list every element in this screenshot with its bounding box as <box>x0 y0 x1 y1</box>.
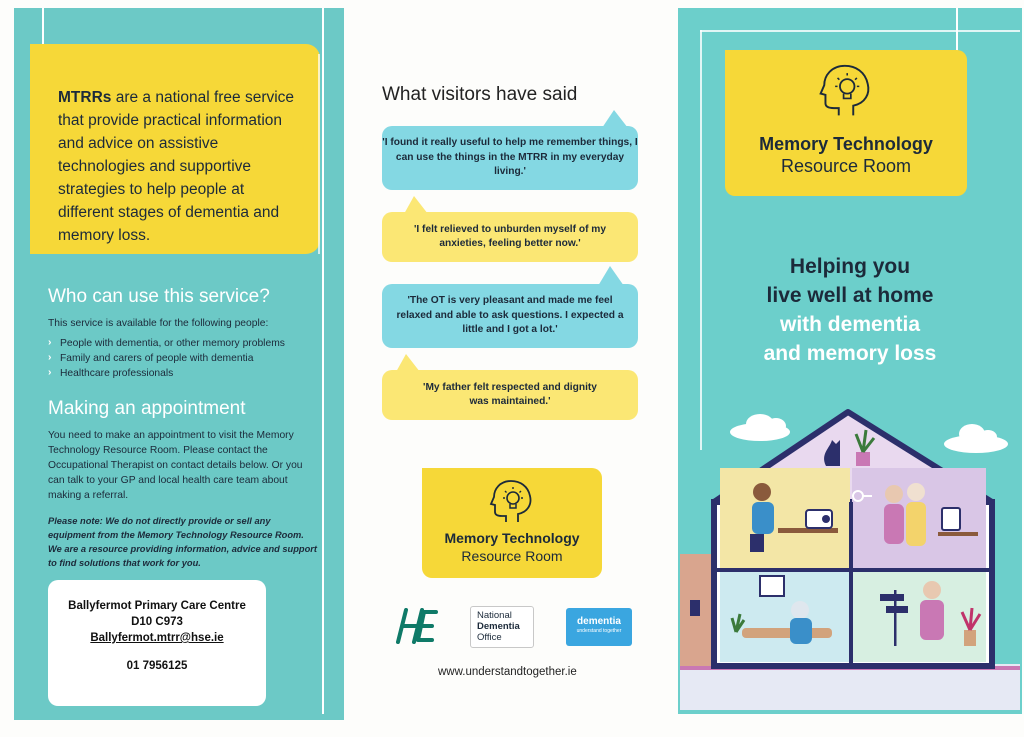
contact-email[interactable]: Ballyfermot.mtrr@hse.ie <box>90 632 224 644</box>
contact-card <box>48 580 266 706</box>
head-lightbulb-icon <box>817 62 875 118</box>
visitors-title: What visitors have said <box>382 84 578 105</box>
bubble-tail <box>602 110 628 128</box>
fold-line <box>700 30 702 450</box>
cover-logo-title: Memory Technology <box>759 134 933 154</box>
bubble-tail <box>404 196 428 214</box>
appointment-heading: Making an appointment <box>48 398 246 419</box>
national-dementia-office-logo <box>470 606 534 648</box>
box-edge <box>318 54 320 254</box>
who-heading: Who can use this service? <box>48 286 270 307</box>
cover-headline <box>700 252 1000 368</box>
bubble-tail <box>598 266 624 286</box>
mtrr-logo <box>422 468 602 578</box>
fold-line <box>700 30 1020 32</box>
headline-line: Helping you <box>789 255 911 278</box>
head-lightbulb-icon <box>488 478 536 524</box>
who-list <box>48 336 285 381</box>
contact-code: D10 C973 <box>131 616 183 628</box>
list-item: › People with dementia, or other memory problems <box>48 336 285 351</box>
who-text: This service is available for the following people: <box>48 318 269 329</box>
contact-phone: 01 7956125 <box>126 660 188 672</box>
quote-bubble: 'I found it really useful to help me remember things, I can use the things in the MTRR in my everyday living.' <box>382 126 638 190</box>
intro-text: MTRRs are a national free service that provide practical information and advice on assistive technologies and supportive strategies to help people at different stages of dementia and memory loss. <box>58 89 295 244</box>
cover-logo-subtitle: Resource Room <box>780 156 912 176</box>
list-item: › Family and carers of people with dementia <box>48 351 285 366</box>
quote-bubble: 'The OT is very pleasant and made me feel relaxed and able to ask questions. I expected a little and I got a lot.' <box>382 284 638 348</box>
contact-name: Ballyfermot Primary Care Centre <box>68 600 246 612</box>
ndo-line2: Dementia <box>477 621 520 632</box>
note-text: Please note: We do not directly provide or sell any equipment from the Memory Technology Resource Room. We are a resource providing information, advice and support to find solutions that work for you. <box>48 516 317 568</box>
headline-line: live well at home <box>766 284 934 307</box>
phone-icon <box>942 508 960 530</box>
list-item: › Healthcare professionals <box>48 366 285 381</box>
ndo-line3: Office <box>477 632 502 643</box>
headline-line: and memory loss <box>763 342 937 365</box>
logo-title: Memory Technology <box>444 530 580 546</box>
ut-sub: understand together <box>576 628 622 634</box>
appointment-text: You need to make an appointment to visit the Memory Technology Resource Room. Please contact the Occupational Therapist on contact details below. Or you can talk to your GP and local health care team about making a referral. <box>48 430 303 501</box>
understand-together-logo <box>566 608 632 646</box>
cover-logo <box>725 50 967 196</box>
fold-line <box>42 8 44 44</box>
ndo-line1: National <box>477 610 512 621</box>
hse-logo-icon <box>394 608 438 644</box>
website-link[interactable]: www.understandtogether.ie <box>438 666 577 678</box>
quote-bubble: 'I felt relieved to unburden myself of my anxieties, feeling better now.' <box>382 212 638 262</box>
quote-bubble: 'My father felt respected and dignity was maintained.' <box>382 370 638 420</box>
bubble-tail <box>396 354 420 372</box>
logo-subtitle: Resource Room <box>461 548 563 564</box>
fold-line <box>322 8 324 714</box>
calendar-icon <box>760 576 784 596</box>
headline-line: with dementia <box>779 313 921 336</box>
house-illustration <box>680 404 1020 710</box>
ut-word: dementia <box>577 616 621 627</box>
